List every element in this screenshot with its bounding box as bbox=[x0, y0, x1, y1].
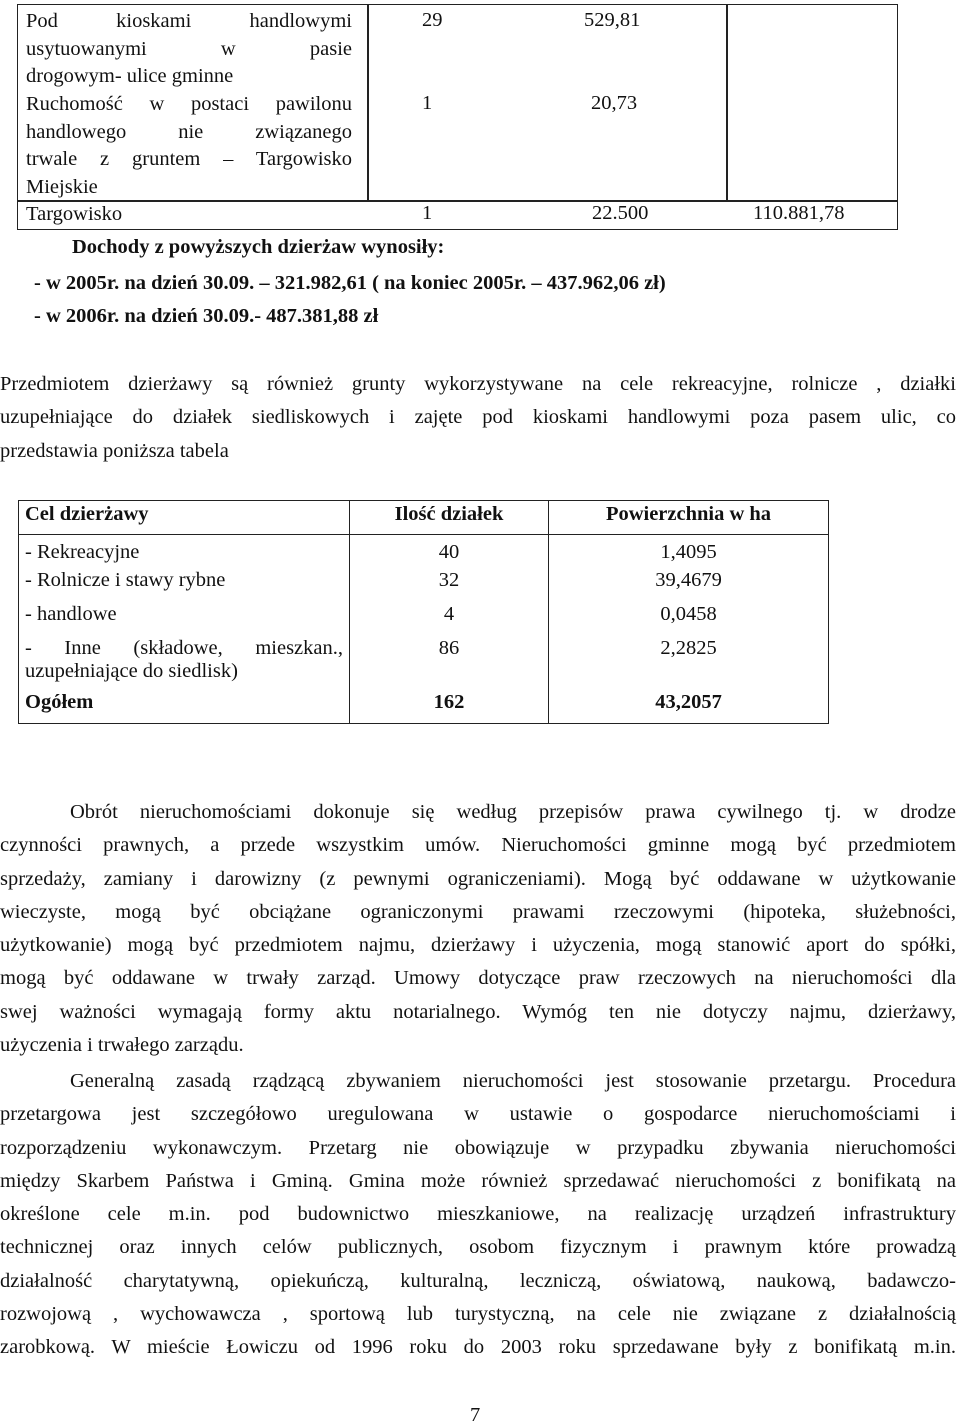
area-cell: 1,4095 bbox=[660, 541, 717, 563]
count-cell: 4 bbox=[443, 603, 455, 625]
income-heading: Dochody z powyższych dzierżaw wynosiły: bbox=[72, 236, 445, 258]
label-line: Miejskie bbox=[26, 175, 98, 198]
lease-purpose-table bbox=[18, 500, 829, 724]
table-body-cells bbox=[549, 535, 829, 690]
table-body-cells bbox=[350, 535, 549, 690]
area-cell: 0,0458 bbox=[660, 603, 717, 625]
header-area: Powierzchnia w ha bbox=[549, 501, 829, 535]
purpose-cell: - Rekreacyjne bbox=[25, 541, 140, 563]
text-line: między Skarbem Państwa i Gminą. Gmina może również sprzedawać nieruchomości z bonifikatą na bbox=[0, 1169, 956, 1192]
amount-value: 110.881,78 bbox=[753, 202, 845, 224]
table-row bbox=[19, 535, 829, 690]
text-line: Obrót nieruchomościami dokonuje się według przepisów prawa cywilnego tj. w drodze bbox=[70, 801, 956, 823]
label-line: handlowego nie związanego bbox=[26, 120, 352, 143]
area-value: 529,81 bbox=[584, 9, 641, 31]
purpose-cell bbox=[25, 637, 343, 660]
text-line: przedstawia poniższa tabela bbox=[0, 439, 229, 462]
text-line: rozporządzeniu wykonawczym. Przetarg nie obowiązuje w przypadku zbywania nieruchomości bbox=[0, 1136, 956, 1159]
label-line: Pod kioskami handlowymi bbox=[26, 10, 352, 32]
purpose-cell: - handlowe bbox=[25, 603, 117, 625]
table-header-row bbox=[19, 501, 829, 535]
table-row-label bbox=[26, 91, 352, 201]
table-total-row bbox=[19, 689, 829, 723]
parcel-count: 29 bbox=[422, 9, 443, 31]
text-line: technicznej oraz innych celów publicznych, osobom fizycznym i prawnym które prowadzą bbox=[0, 1236, 956, 1259]
text-line: Generalną zasadą rządzącą zbywaniem nieruchomości jest stosowanie przetargu. Procedura bbox=[70, 1070, 956, 1092]
income-line-2006: - w 2006r. na dzień 30.09.- 487.381,88 zł bbox=[34, 305, 379, 327]
text-line: przetargowa jest szczegółowo uregulowana w ustawie o gospodarce nieruchomościami i bbox=[0, 1103, 956, 1126]
text-line: sprzedaży, zamiany i darowizny (z pewnymi ograniczeniami). Mogą być oddawane w użytkowanie bbox=[0, 867, 956, 890]
text-line: czynności prawnych, a przede wszystkim umów. Nieruchomości gminne mogą być przedmiotem bbox=[0, 834, 956, 857]
area-cell: 39,4679 bbox=[655, 569, 722, 591]
area-cell: 2,2825 bbox=[660, 637, 717, 659]
paragraph-tender-rules bbox=[0, 1065, 956, 1365]
label-line: trwale z gruntem – Targowisko bbox=[26, 148, 352, 170]
total-area: 43,2057 bbox=[549, 689, 829, 723]
text-line: uzupełniające do działek siedliskowych i zajęte pod kioskami handlowymi poza pasem ulic, co bbox=[0, 406, 956, 429]
header-count: Ilość działek bbox=[350, 501, 549, 535]
text-line: swej ważności wymagają formy aktu notarialnego. Wymóg ten nie dotyczy najmu, dzierżawy, bbox=[0, 1000, 956, 1023]
purpose-line: uzupełniające do siedlisk) bbox=[25, 660, 238, 682]
text-line: działalność charytatywną, opiekuńczą, kulturalną, leczniczą, oświatową, naukową, badawczo- bbox=[0, 1269, 956, 1292]
count-cell: 32 bbox=[438, 569, 460, 591]
text-line: określone cele m.in. pod budownictwo mieszkaniowe, na realizację urządzeń infrastruktury bbox=[0, 1203, 956, 1226]
label-line: usytuowanymi w pasie bbox=[26, 37, 352, 60]
income-line-2005: - w 2005r. na dzień 30.09. – 321.982,61 ( na koniec 2005r. – 437.962,06 zł) bbox=[34, 272, 666, 294]
text-line: wieczyste, mogą być obciążane ograniczonymi prawami rzeczowymi (hipoteka, służebności, bbox=[0, 900, 956, 923]
parcel-count: 1 bbox=[422, 202, 433, 224]
count-cell: 40 bbox=[438, 541, 460, 563]
text-line: użytkowanie) mogą być przedmiotem najmu, dzierżawy i użyczenia, mogą stanowić aport do spółki, bbox=[0, 934, 956, 957]
purpose-cell: - Rolnicze i stawy rybne bbox=[25, 569, 226, 591]
text-line: użyczenia i trwałego zarządu. bbox=[0, 1034, 244, 1057]
area-value: 22.500 bbox=[592, 202, 649, 224]
label-line: drogowym- ulice gminne bbox=[26, 65, 234, 87]
column-divider bbox=[367, 5, 369, 201]
page-number: 7 bbox=[470, 1404, 481, 1426]
lease-table-top bbox=[17, 4, 898, 230]
label-line: Ruchomość w postaci pawilonu bbox=[26, 93, 352, 115]
purpose-line: - Inne (składowe, mieszkan., bbox=[25, 637, 343, 659]
total-label: Ogółem bbox=[19, 689, 350, 723]
text-line: rozwojową , wychowawcza , sportową lub turystyczną, na cele nie związane z działalnością bbox=[0, 1303, 956, 1326]
text-line: zarobkową. W mieście Łowiczu od 1996 roku do 2003 roku sprzedawane były z bonifikatą m.in. bbox=[0, 1336, 956, 1359]
header-purpose: Cel dzierżawy bbox=[19, 501, 350, 535]
table-body-cells bbox=[19, 535, 350, 690]
table-row-label bbox=[26, 201, 352, 229]
total-count: 162 bbox=[350, 689, 549, 723]
text-line: Przedmiotem dzierżawy są również grunty wykorzystywane na cele rekreacyjne, rolnicze , działki bbox=[0, 373, 956, 395]
table-row-label bbox=[26, 8, 352, 91]
area-value: 20,73 bbox=[591, 92, 638, 114]
paragraph-property-trading bbox=[0, 796, 956, 1062]
label-line: Targowisko bbox=[26, 203, 123, 225]
text-line: mogą być oddawane w trwały zarząd. Umowy dotyczące praw rzeczowych na nieruchomości dla bbox=[0, 967, 956, 990]
paragraph-lease-purpose bbox=[0, 368, 956, 468]
column-divider bbox=[726, 5, 728, 201]
count-cell: 86 bbox=[438, 637, 460, 659]
parcel-count: 1 bbox=[422, 92, 433, 114]
